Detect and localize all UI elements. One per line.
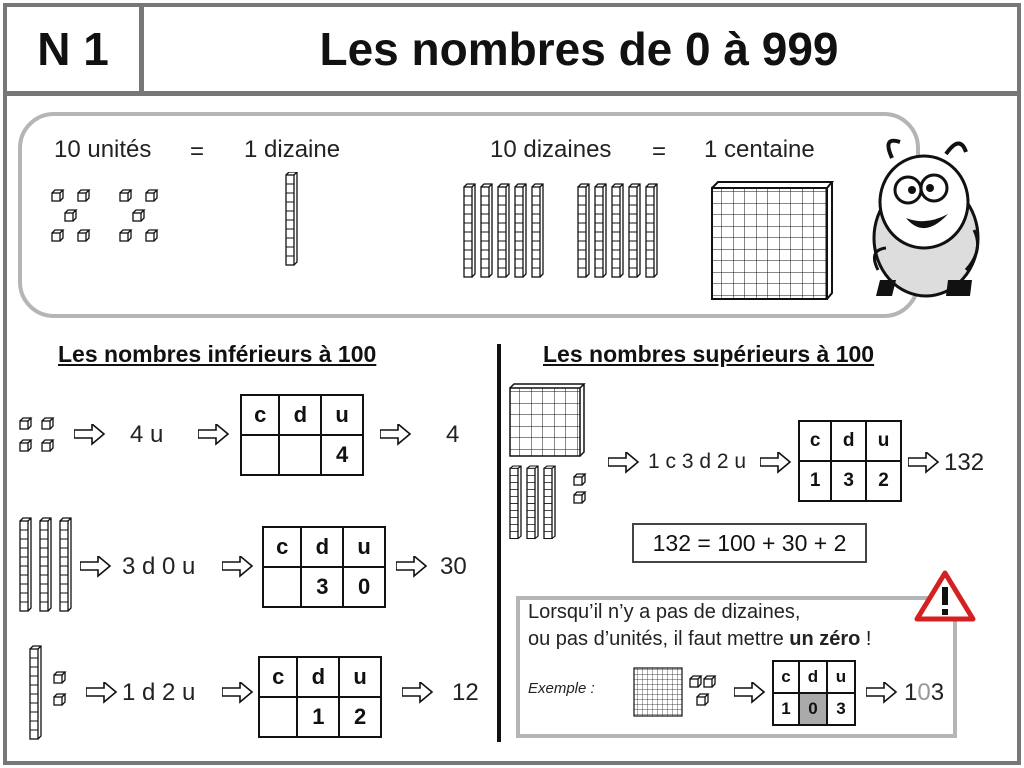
- equals-sign: =: [652, 138, 667, 165]
- arrow-icon: [222, 556, 254, 578]
- header-d: d: [799, 661, 827, 693]
- header-u: u: [321, 395, 363, 435]
- header-d: d: [279, 395, 321, 435]
- cdu-table: [262, 526, 386, 608]
- cell-u: 3: [827, 693, 855, 725]
- lesson-code: N 1: [37, 23, 109, 75]
- result-digit: 3: [930, 679, 945, 706]
- cell-c: [259, 697, 297, 737]
- header-d: d: [297, 657, 339, 697]
- warning-line-2: [528, 628, 872, 651]
- cell-d: [279, 435, 321, 475]
- equation-box: 132 = 100 + 30 + 2: [632, 523, 867, 563]
- arrow-icon: [866, 682, 898, 704]
- page-title: Les nombres de 0 à 999: [319, 23, 839, 75]
- ten-rod-icon: [284, 172, 300, 268]
- arrow-icon: [80, 556, 112, 578]
- arrow-icon: [402, 682, 434, 704]
- arrow-icon: [734, 682, 766, 704]
- four-unit-cubes-icon: [16, 414, 64, 456]
- cell-d: 1: [297, 697, 339, 737]
- example-blocks-icon: [632, 664, 724, 720]
- result-digit: 1: [904, 679, 918, 706]
- header-c: c: [799, 421, 831, 461]
- arrow-icon: [222, 682, 254, 704]
- example-label: Exemple :: [528, 680, 595, 697]
- header-d: d: [831, 421, 866, 461]
- cell-d: 3: [831, 461, 866, 501]
- cell-d: 3: [301, 567, 343, 607]
- hundred-tens-units-icon: [508, 380, 588, 544]
- header-c: c: [241, 395, 279, 435]
- decomposition-text: 3 d 0 u: [122, 553, 196, 580]
- equals-sign: =: [190, 138, 205, 165]
- result-number: 30: [440, 553, 467, 580]
- column-divider: [497, 344, 501, 742]
- cell-c: [241, 435, 279, 475]
- header-c: c: [263, 527, 301, 567]
- left-section-title: Les nombres inférieurs à 100: [58, 341, 377, 367]
- cell-u: 4: [321, 435, 363, 475]
- rod-and-cubes-icon: [28, 644, 72, 742]
- cell-u: 2: [866, 461, 901, 501]
- decomposition-text: 1 d 2 u: [122, 679, 196, 706]
- warning-icon: [914, 570, 976, 622]
- arrow-icon: [396, 556, 428, 578]
- decomposition-text: 1 c 3 d 2 u: [648, 450, 747, 473]
- arrow-icon: [86, 682, 118, 704]
- result-number: 12: [452, 679, 479, 706]
- arrow-icon: [608, 452, 640, 474]
- hundred-flat-icon: [710, 180, 834, 302]
- result-number: 132: [944, 449, 985, 476]
- cell-c: 1: [799, 461, 831, 501]
- arrow-icon: [198, 424, 230, 446]
- warning-line-2-text: ou pas d’unités, il faut mettre: [528, 628, 790, 650]
- mascot-icon: [862, 130, 988, 298]
- cell-c: 1: [773, 693, 799, 725]
- units-label: 10 unités: [54, 136, 152, 163]
- cell-d-highlighted: 0: [799, 693, 827, 725]
- right-section-title: Les nombres supérieurs à 100: [543, 341, 875, 367]
- three-rods-icon: [18, 516, 78, 614]
- ten-tens-label: 10 dizaines: [490, 136, 612, 163]
- header-u: u: [827, 661, 855, 693]
- warning-line-2-end: !: [860, 628, 872, 650]
- cdu-table: [772, 660, 856, 726]
- header-c: c: [773, 661, 799, 693]
- ten-rods-icon: [462, 182, 672, 280]
- tens-label: 1 dizaine: [244, 136, 341, 163]
- cell-u: 2: [339, 697, 381, 737]
- header-c: c: [259, 657, 297, 697]
- arrow-icon: [380, 424, 412, 446]
- header-u: u: [339, 657, 381, 697]
- header-d: d: [301, 527, 343, 567]
- arrow-icon: [74, 424, 106, 446]
- warning-line-1: Lorsqu’il n’y a pas de dizaines,: [528, 601, 801, 623]
- arrow-icon: [908, 452, 940, 474]
- warning-bold-zero: un zéro: [789, 628, 861, 650]
- result-number: 4: [446, 421, 460, 448]
- cell-u: 0: [343, 567, 385, 607]
- cdu-table: [798, 420, 902, 502]
- ten-unit-cubes-icon: [48, 186, 168, 246]
- decomposition-text: 4 u: [130, 421, 164, 448]
- arrow-icon: [760, 452, 792, 474]
- cell-c: [263, 567, 301, 607]
- result-digit-zero: 0: [917, 679, 931, 706]
- header-u: u: [866, 421, 901, 461]
- header-u: u: [343, 527, 385, 567]
- cdu-table: [240, 394, 364, 476]
- header-divider: [3, 91, 1021, 96]
- cdu-table: [258, 656, 382, 738]
- hundred-label: 1 centaine: [704, 136, 815, 163]
- example-result: [904, 679, 944, 707]
